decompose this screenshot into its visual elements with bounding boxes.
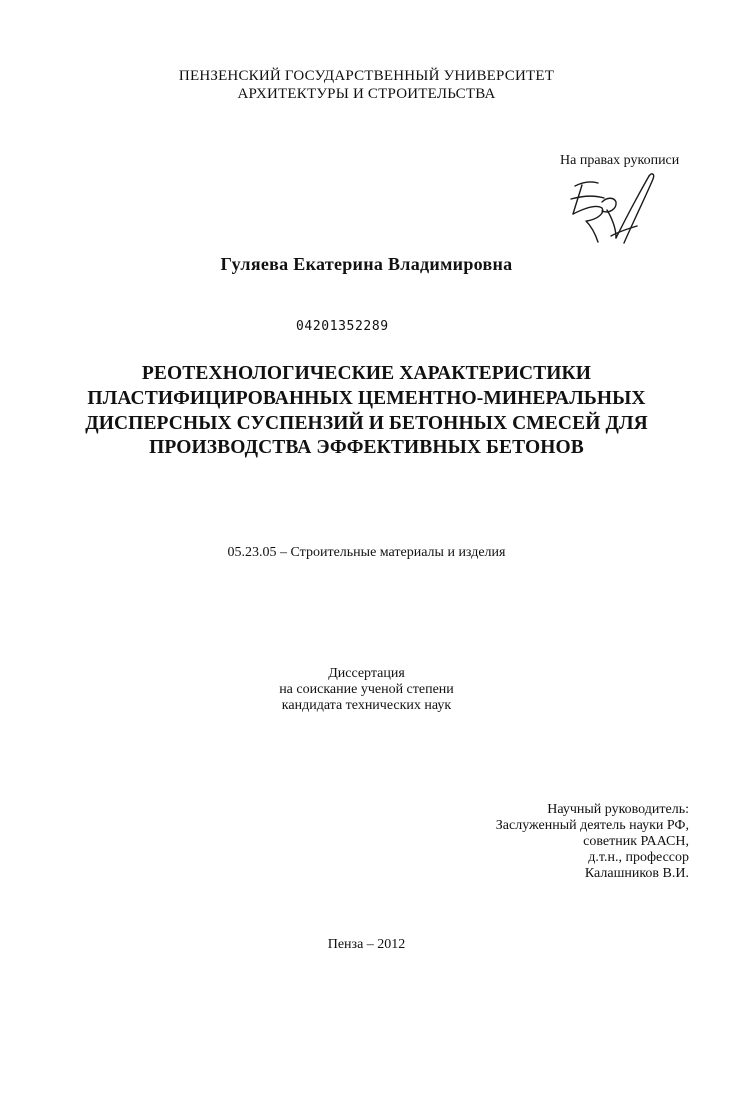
signature-icon [555, 166, 665, 248]
supervisor-name: Калашников В.И. [584, 866, 689, 881]
author-name: Гуляева Екатерина Владимировна [220, 254, 513, 274]
supervisor-title-line-1: Заслуженный деятель науки РФ, [495, 818, 689, 833]
specialty-code: 05.23.05 – Строительные материалы и изделия [227, 545, 506, 560]
degree-line-1: Диссертация [328, 666, 405, 681]
city-year: Пенза – 2012 [327, 937, 406, 952]
dissertation-title-line-4: ПРОИЗВОДСТВА ЭФФЕКТИВНЫХ БЕТОНОВ [149, 437, 584, 458]
dissertation-title-line-2: ПЛАСТИФИЦИРОВАННЫХ ЦЕМЕНТНО-МИНЕРАЛЬНЫХ [87, 388, 646, 409]
degree-line-2: на соискание ученой степени [279, 682, 454, 697]
university-name-line-1: ПЕНЗЕНСКИЙ ГОСУДАРСТВЕННЫЙ УНИВЕРСИТЕТ [178, 68, 555, 84]
dissertation-title-line-3: ДИСПЕРСНЫХ СУСПЕНЗИЙ И БЕТОННЫХ СМЕСЕЙ ДЛЯ [85, 413, 648, 434]
degree-line-3: кандидата технических наук [281, 698, 452, 713]
manuscript-rights-note: На правах рукописи [560, 153, 680, 168]
dissertation-title-line-1: РЕОТЕХНОЛОГИЧЕСКИЕ ХАРАКТЕРИСТИКИ [141, 363, 592, 384]
supervisor-title-line-2: советник РААСН, [583, 834, 689, 849]
registration-code: 04201352289 [296, 319, 389, 334]
supervisor-heading: Научный руководитель: [547, 802, 689, 817]
university-name-line-2: АРХИТЕКТУРЫ И СТРОИТЕЛЬСТВА [237, 86, 496, 102]
supervisor-degree: д.т.н., профессор [588, 850, 689, 865]
